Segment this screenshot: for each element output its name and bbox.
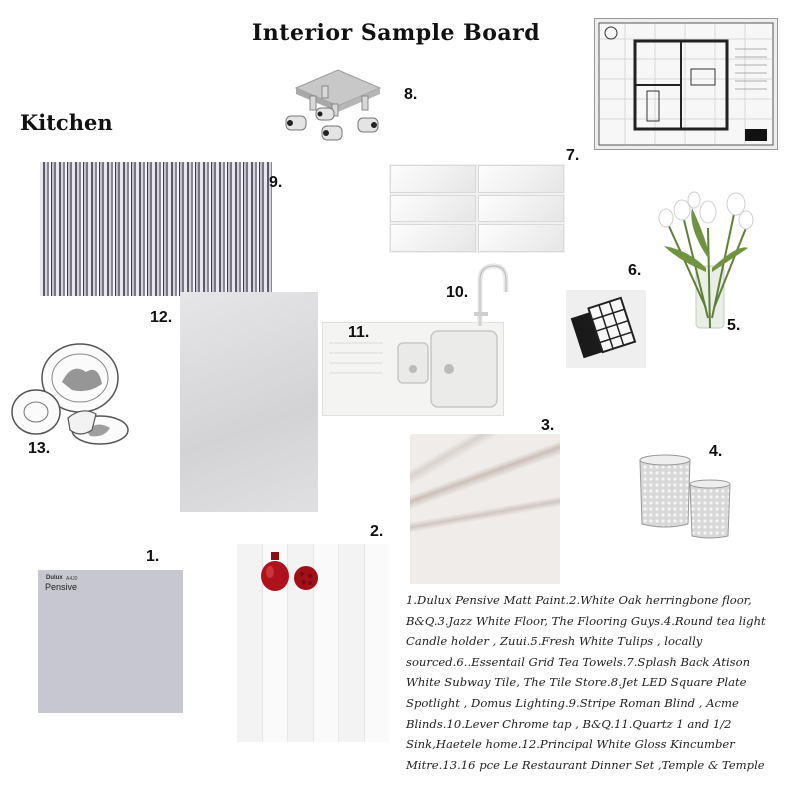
tile [390,195,476,223]
label-6: 6. [628,262,642,279]
paint-brand-label: Dulux [46,575,63,581]
tile [478,224,564,252]
grid-towel-drawing [566,290,646,368]
dinner-set-image [10,342,132,452]
item-descriptions-text: 1.Dulux Pensive Matt Paint.2.White Oak herringbone floor, B&Q.3.Jazz White Floor, The Flooring Guys.4.Round tea light Candle holder , Zuui.5.Fresh White Tulips , locally sourced.6..Essentail Grid Tea Towels.7.Splash Back Atison White Subway Tile, The Tile Store.8.Jet LED Square Plate Spotlight , Domus Lighting.9.Stripe Roman Blind , Acme Blinds.10.Lever Chrome tap , B&Q.11.Quartz 1 and 1/2 Sink,Haetele home.12.Principal White Gloss Kincumber Mitre.13.16 pce Le Restaurant Dinner Set ,Temple & Temple [406,593,766,772]
stripe-blind-swatch [40,162,272,296]
board-subtitle: Kitchen [20,110,113,135]
tile [478,195,564,223]
label-13: 13. [28,440,51,457]
label-1: 1. [146,548,160,565]
tile [478,165,564,193]
tile [390,165,476,193]
candle-holders-image [636,452,734,542]
tea-towels-image [566,290,646,368]
tulips-vase-image [648,188,760,334]
floor-plan-image [594,18,778,150]
label-10: 10. [446,284,469,301]
paint-name-label: Pensive [45,582,78,592]
subway-tile-swatch [389,164,565,253]
white-gloss-door-swatch [180,292,318,512]
board-title: Interior Sample Board [252,20,541,46]
paint-code-label: A4J0 [66,576,78,582]
spotlight-fixture-image [282,66,394,150]
marble-floor-swatch [410,434,560,584]
label-3: 3. [541,417,555,434]
red-decor-image [258,550,328,594]
label-12: 12. [150,309,173,326]
tile [390,224,476,252]
lever-tap-image [470,262,510,328]
label-5: 5. [727,317,741,334]
floor-plan-drawing [595,19,777,149]
label-2: 2. [370,523,384,540]
label-4: 4. [709,443,723,460]
label-9: 9. [269,174,283,191]
label-11: 11. [348,324,370,341]
label-7: 7. [566,147,580,164]
label-8: 8. [404,86,418,103]
